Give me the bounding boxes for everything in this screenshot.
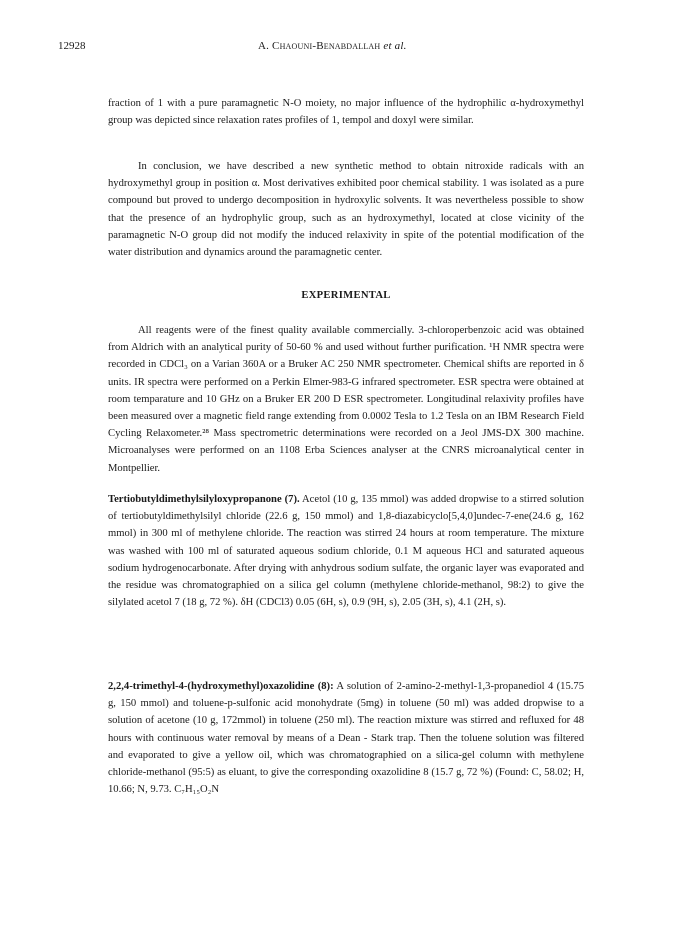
paragraph-compound-8 xyxy=(108,678,584,798)
compound-8-heading: 2,2,4-trimethyl-4-(hydroxymethyl)oxazolidine (8): xyxy=(108,681,334,692)
paragraph-conclusion xyxy=(108,158,584,261)
compound-7-heading: Tertiobutyldimethylsilyloxypropanone (7). xyxy=(108,494,300,505)
running-head-etal: et al. xyxy=(383,40,407,52)
paragraph-compound-7 xyxy=(108,491,584,611)
paragraph-materials xyxy=(108,322,584,477)
paragraph-materials-text: All reagents were of the finest quality available commercially. 3-chloroperbenzoic acid was obtained from Aldrich with an analytical purity of 50-60 % and used without further purification. ¹H NMR spectra were recorded in CDCl₃ on a Varian 360A or a Bruker AC 250 NMR spectrometer. Chemical shifts are reported in δ units. IR spectra were performed on a Perkin Elmer-983-G infrared spectrometer. ESR spectra were obtained at room temparature and 10 GHz on a Bruker ER 200 D ESR spectrometer. Longitudinal relaxivity profiles have been measured over a magnetic field range extending from 0.0002 Tesla to 1.2 Tesla on an IBM Research Field Cycling Relaxometer.²⁸ Mass spectrometric determinations were recorded on a Jeol JMS-DX 300 machine. Microanalyses were performed on an 1108 Erba Sciences analyser at the CNRS microanalytical center in Montpellier. xyxy=(108,325,584,474)
section-heading-experimental: EXPERIMENTAL xyxy=(301,290,391,301)
paragraph-relaxation xyxy=(108,95,584,129)
page-number: 12928 xyxy=(58,40,86,52)
running-head-author: A. Chaouni-Benabdallah xyxy=(258,40,381,52)
paragraph-compound-7-body xyxy=(108,491,584,611)
compound-8-text: A solution of 2-amino-2-methyl-1,3-propanediol 4 (15.75 g, 150 mmol) and toluene-p-sulfonic acid monohydrate (5mg) in toluene (50 ml) was added dropwise to a solution of acetone (10 g, 172mmol) in toluene (250 ml). The reaction mixture was stirred and refluxed for 48 hours with continuous water removal by means of a Dean - Stark trap. Then the toluene solution was filtered and evaporated to give a yellow oil, which was chromatographied on a silica-gel column with methylene chloride-methanol (95:5) as eluant, to give the corresponding oxazolidine 8 (15.7 g, 72 %) (Found: C, 58.02; H, 10.66; N, 9.73. C₇H₁₅O₂N xyxy=(108,681,584,796)
compound-7-text: Acetol (10 g, 135 mmol) was added dropwise to a stirred solution of tertiobutyldimethylsilyl chloride (22.6 g, 150 mmol) and 1,8-diazabicyclo[5,4,0]undec-7-ene(24.6 g, 162 mmol) in 300 ml of methylene chloride. The reaction was stirred 24 hours at room temperature. The mixture was washed with 100 ml of saturated aqueous sodium chloride, 0.1 M aqueous HCl and saturated aqueous sodium hydrogenocarbonate. After drying with anhydrous sodium sulfate, the organic layer was evaporated and the residue was chromatographied on a silica gel column (methylene chloride-methanol, 98:2) to give the silylated acetol 7 (18 g, 72 %). δH (CDCl3) 0.05 (6H, s), 0.9 (9H, s), 2.05 (3H, s), 4.1 (2H, s). xyxy=(108,494,584,609)
page-header xyxy=(58,40,618,56)
paragraph-conclusion-text: In conclusion, we have described a new synthetic method to obtain nitroxide radicals with an hydroxymethyl group in position α. Most derivatives exhibited poor chemical stability. 1 was isolated as a pure compound but proved to undergo decomposition in hydroxylic solvents. It was nevertheless possible to show that the presence of an hydrophylic group, such as an hydroxymethyl, located at close vicinity of the paramagnetic N-O group did not modify the induced relaxivity in spite of the potential modification of the water distribution and dynamics around the paramagnetic center. xyxy=(108,161,584,259)
paragraph-compound-8-body xyxy=(108,678,584,798)
paragraph-relaxation-text: fraction of 1 with a pure paramagnetic N-O moiety, no major influence of the hydrophilic α-hydroxymethyl group was depicted since relaxation rates profiles of 1, tempol and doxyl were similar. xyxy=(108,98,584,127)
running-head xyxy=(258,40,407,52)
